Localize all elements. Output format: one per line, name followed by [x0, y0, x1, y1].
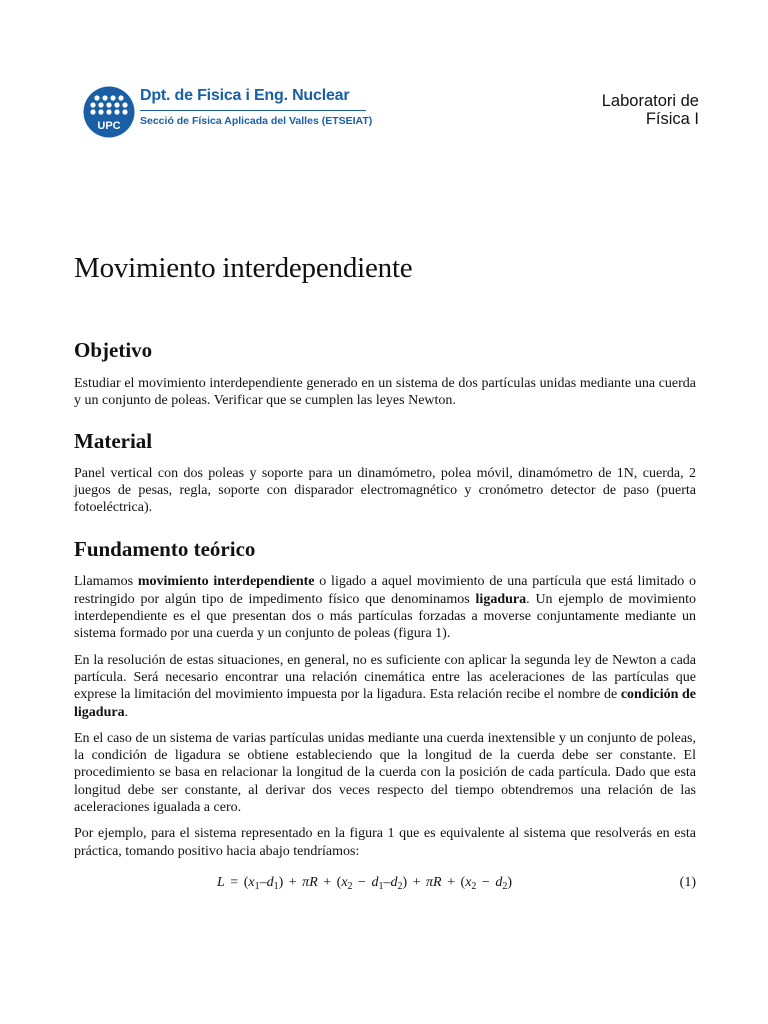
term-movimiento-interdependiente: movimiento interdependiente	[137, 574, 315, 590]
eq-sym: )	[278, 874, 284, 890]
equation-1	[74, 872, 696, 894]
eq-var: π	[302, 874, 310, 890]
upc-logo	[83, 84, 383, 142]
eq-op	[283, 875, 302, 890]
eq-sub: 2	[471, 880, 477, 892]
paragraph-objetivo: Estudiar el movimiento interdependiente generado en un sistema de dos partículas unidas mediante una cuerda y un conjunto de poleas. Verificar que se cumplen las leyes Newton.	[74, 376, 696, 409]
logo-divider	[140, 110, 366, 111]
text-run: En la resolución de estas situaciones, en general, no es suficiente con aplicar la segunda ley de Newton a cada partícula. Será necesario encontrar una relación cinemática entre las aceleraciones de las partículas que exprese la limitación del movimiento impuesta por la ligadura. Esta relación recibe el nombre de	[74, 652, 696, 703]
eq-sym: (	[460, 874, 466, 890]
paragraph-fundamento-2	[74, 652, 696, 721]
eq-var: R	[433, 874, 442, 890]
eq-sub: 1	[273, 880, 279, 892]
upc-logo-text: UPC	[97, 120, 121, 132]
equation-number: (1)	[679, 874, 696, 890]
department-name: Dpt. de Fisica i Eng. Nuclear	[140, 87, 350, 104]
eq-sym: +	[447, 874, 456, 890]
heading-material: Material	[74, 428, 153, 453]
eq-sub: 2	[502, 880, 508, 892]
lab-title-line1: Laboratori de	[601, 92, 699, 110]
eq-sym: –	[383, 874, 391, 890]
eq-op	[476, 875, 495, 890]
eq-var: d	[266, 874, 274, 890]
eq-op	[225, 875, 244, 890]
eq-sub: 2	[347, 880, 353, 892]
paragraph-fundamento-1	[74, 573, 696, 642]
text-run: Llamamos	[74, 574, 138, 590]
paragraph-material: Panel vertical con dos poleas y soporte para un dinamómetro, polea móvil, dinamómetro de 1N, cuerda, 2 juegos de pesas, regla, soporte con disparador electromagnético y cronómetro detector de paso (puerta fotoeléctrica).	[74, 465, 696, 516]
page-header	[83, 84, 703, 144]
lab-title	[602, 92, 699, 128]
eq-sym: (	[243, 874, 249, 890]
eq-var: x	[248, 874, 255, 890]
eq-op	[353, 875, 372, 890]
eq-op	[442, 875, 461, 890]
upc-logo-icon	[83, 86, 135, 138]
eq-var: d	[371, 874, 379, 890]
heading-fundamento: Fundamento teórico	[74, 537, 256, 562]
paragraph-fundamento-3: En el caso de un sistema de varias partículas unidas mediante una cuerda inextensible y un conjunto de poleas, la condición de ligadura se obtiene estableciendo que la longitud de la cuerda debe ser constante. El procedimiento se basa en relacionar la longitud de la cuerda con la posición de cada partícula. Dado que esta longitud debe ser constante, al derivar dos veces respecto del tiempo obtendremos una relación de las aceleraciones igualada a cero.	[74, 730, 696, 816]
document-body	[74, 250, 696, 894]
eq-var: x	[465, 874, 472, 890]
eq-var: L	[217, 874, 225, 890]
term-condicion-de-ligadura: condición de ligadura	[74, 687, 696, 720]
heading-objetivo: Objetivo	[74, 338, 153, 362]
text-run: . Un ejemplo de movimiento interdependiente es el que presentan dos o más partículas forzadas a moverse conjuntamente mediante un sistema formado por una cuerda y un conjunto de poleas (figura 1).	[74, 591, 696, 642]
eq-sub: 1	[254, 880, 260, 892]
text-run: .	[124, 704, 129, 720]
eq-var: R	[309, 874, 318, 890]
text-run: o ligado a aquel movimiento de una partícula que está limitado o restringido por algún tipo de impedimento físico que denominamos	[74, 574, 696, 607]
eq-var: d	[390, 874, 398, 890]
eq-sym: –	[259, 874, 267, 890]
eq-sym: )	[507, 874, 512, 890]
equation-body	[217, 872, 512, 898]
term-ligadura: ligadura	[475, 591, 527, 607]
section-name: Secció de Física Aplicada del Valles (ETSEIAT)	[140, 115, 373, 127]
eq-sym: (	[336, 874, 342, 890]
eq-sym: +	[288, 874, 297, 890]
eq-sym: −	[481, 874, 490, 890]
eq-op	[318, 875, 337, 890]
eq-sub: 2	[397, 880, 403, 892]
eq-var: x	[341, 874, 348, 890]
document-title: Movimiento interdependiente	[74, 252, 413, 284]
eq-sym: +	[323, 874, 332, 890]
eq-sym: )	[402, 874, 408, 890]
eq-var: π	[426, 874, 434, 890]
eq-op	[407, 875, 426, 890]
paragraph-fundamento-4: Por ejemplo, para el sistema representado en la figura 1 que es equivalente al sistema que resolverás en esta práctica, tomando positivo hacia abajo tendríamos:	[74, 826, 696, 859]
eq-var: d	[495, 874, 503, 890]
eq-sym: +	[412, 874, 421, 890]
eq-sym: −	[358, 874, 366, 890]
eq-sym: =	[230, 874, 239, 890]
lab-title-line2: Física I	[645, 110, 699, 128]
eq-sub: 1	[378, 880, 384, 892]
